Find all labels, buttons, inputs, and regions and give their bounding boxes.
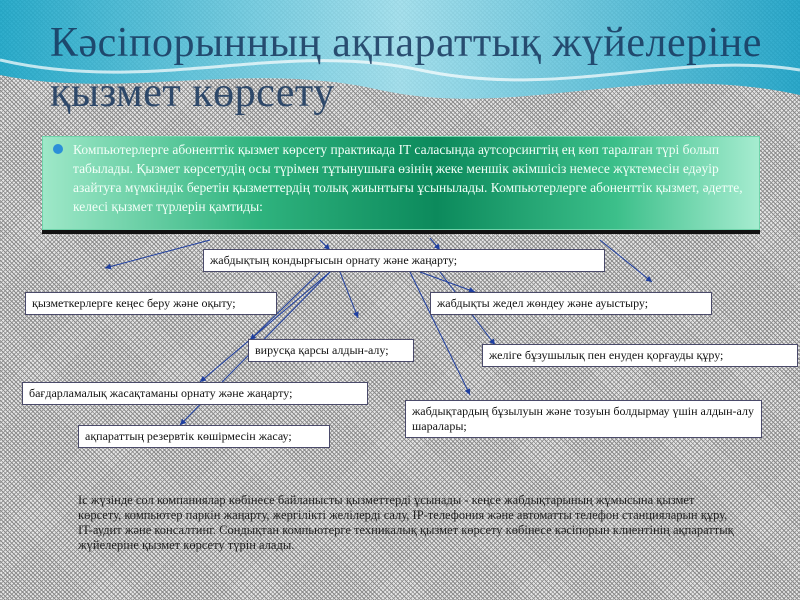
service-box: ақпараттың резервтік көшірмесін жасау; bbox=[78, 425, 330, 448]
intro-text: Компьютерлерге абоненттік қызмет көрсету практикада IT саласында аутсорсингтің ең көп таралған түрі болып табылады. Қызмет көрсетудің осы түрімен тұтынушыға өзінің жеке меншік әкімшісіз немесе жүктемесін едәуір азайтуға мүмкіндік беретін қызметтердің толық жиынтығы ұсынылады. Компьютерлерге абоненттік қызмет, әдетте, келесі қызмет түрлерін қамтиды: bbox=[73, 142, 743, 214]
service-box: желіге бұзушылық пен енуден қорғауды құру; bbox=[482, 344, 798, 367]
slide-title: Кәсіпорынның ақпараттық жүйелеріне қызмет көрсету bbox=[50, 20, 762, 116]
service-box: қызметкерлерге кеңес беру және оқыту; bbox=[25, 292, 277, 315]
service-box: жабдықты жедел жөндеу және ауыстыру; bbox=[430, 292, 712, 315]
summary-text: Іс жүзінде сол компаниялар көбінесе байланысты қызметтерді ұсынады - кеңсе жабдықтарының жұмысына қызмет көрсету, компьютер паркін жаңарту, жергілікті желілерді салу, IP-телефония және автоматты телефон станцияларын құру, IT-аудит және консалтинг. Сондықтан компьютерге техникалық қызмет көрсету көбінесе кәсіпорын клиентінің ақпараттық жүйелеріне қызмет көрсету түрін алады. bbox=[78, 493, 734, 552]
service-box: жабдықтардың бұзылуын және тозуын болдырмау үшін алдын-алу шаралары; bbox=[405, 400, 762, 438]
service-box: жабдықтың кондырғысын орнату және жаңарту; bbox=[203, 249, 605, 272]
service-box: вирусқа қарсы алдын-алу; bbox=[248, 339, 414, 362]
service-box: бағдарламалық жасақтаманы орнату және жаңарту; bbox=[22, 382, 368, 405]
